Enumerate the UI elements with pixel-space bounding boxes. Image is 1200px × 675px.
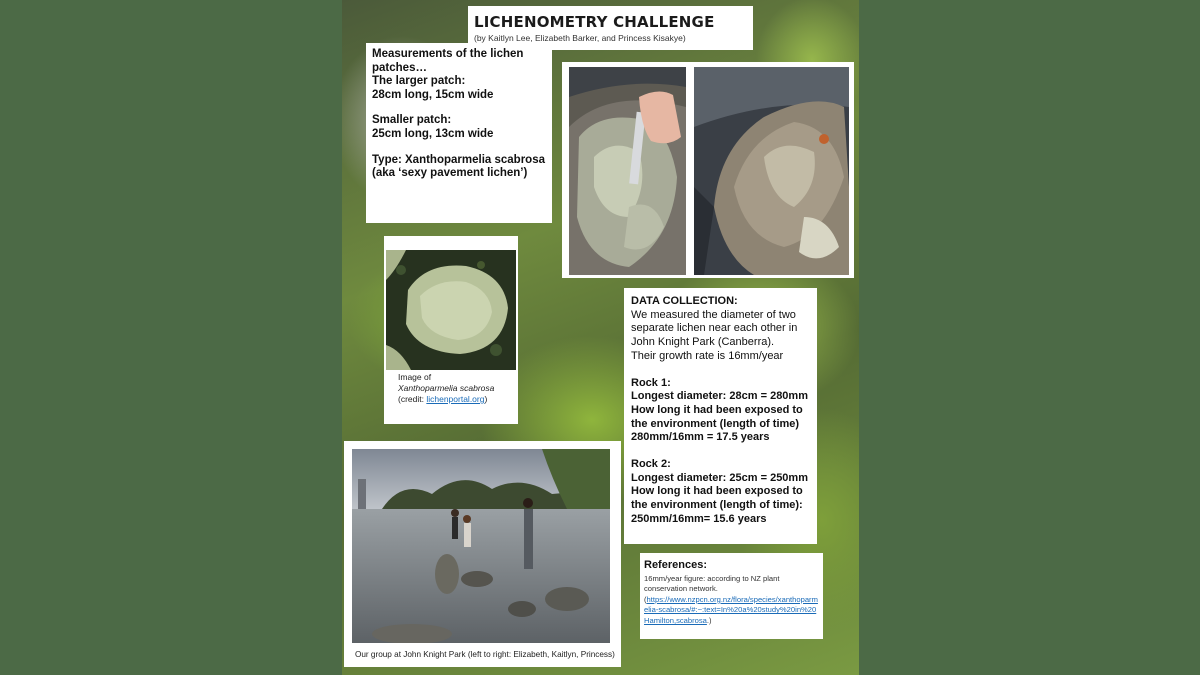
references-box bbox=[640, 553, 823, 639]
poster bbox=[342, 0, 859, 675]
group-photo-caption: Our group at John Knight Park (left to right: Elizabeth, Kaitlyn, Princess) bbox=[355, 650, 615, 659]
measurements-box bbox=[366, 43, 552, 223]
smaller-patch-value: 25cm long, 13cm wide bbox=[372, 127, 494, 140]
lichen-photo bbox=[386, 250, 516, 370]
data-collection-heading: DATA COLLECTION: bbox=[631, 295, 738, 307]
lichenportal-link[interactable]: lichenportal.org bbox=[426, 394, 485, 404]
rock-closeup-photo bbox=[694, 67, 849, 275]
rock-photos-frame bbox=[562, 62, 854, 278]
smaller-patch-label: Smaller patch: bbox=[372, 114, 452, 127]
lichen-reference-card bbox=[384, 236, 518, 424]
group-photo-card bbox=[344, 441, 621, 667]
lichen-type: Type: Xanthoparmelia scabrosa (aka ‘sexy pavement lichen’) bbox=[372, 153, 545, 180]
rock1-question: How long it had been exposed to the environment (length of time) bbox=[631, 403, 803, 430]
references-close-paren: .) bbox=[706, 615, 712, 625]
rock1-result: 280mm/16mm = 17.5 years bbox=[631, 431, 770, 444]
authors-line: (by Kaitlyn Lee, Elizabeth Barker, and Princess Kisakye) bbox=[474, 33, 686, 43]
growth-rate: Their growth rate is 16mm/year bbox=[631, 349, 784, 362]
references-open-paren: ( bbox=[644, 594, 647, 604]
rock2-title: Rock 2: bbox=[631, 458, 671, 471]
poster-title: LICHENOMETRY CHALLENGE bbox=[474, 13, 715, 31]
references-link[interactable]: https://www.nzpcn.org.nz/flora/species/xanthoparmelia-scabrosa/#:~:text=In%20a%20study%20in%20Hamilton,scabrosa bbox=[644, 594, 818, 625]
rock2-result: 250mm/16mm= 15.6 years bbox=[631, 512, 767, 525]
larger-patch-value: 28cm long, 15cm wide bbox=[372, 88, 494, 101]
data-collection-intro: We measured the diameter of two separate lichen near each other in John Knight Park (Canberra). bbox=[631, 308, 798, 349]
larger-patch-label: The larger patch: bbox=[372, 75, 466, 88]
lichen-caption-species: Xanthoparmelia scabrosa bbox=[398, 383, 495, 393]
rock1-title: Rock 1: bbox=[631, 376, 671, 389]
credit-prefix: (credit: bbox=[398, 394, 427, 404]
rock2-diameter: Longest diameter: 25cm = 250mm bbox=[631, 471, 808, 484]
group-photo bbox=[352, 449, 610, 643]
credit-suffix: ) bbox=[484, 394, 488, 404]
references-title: References: bbox=[644, 559, 707, 571]
rock1-diameter: Longest diameter: 28cm = 280mm bbox=[631, 390, 808, 403]
data-collection-box bbox=[624, 288, 817, 544]
references-text: 16mm/year figure: according to NZ plant conservation network. bbox=[644, 574, 780, 594]
rock-measurement-photo bbox=[569, 67, 686, 275]
measurements-heading: Measurements of the lichen patches… bbox=[372, 48, 524, 74]
lichen-caption-line1: Image of bbox=[398, 372, 432, 382]
rock2-question: How long it had been exposed to the environment (length of time): bbox=[631, 485, 803, 512]
